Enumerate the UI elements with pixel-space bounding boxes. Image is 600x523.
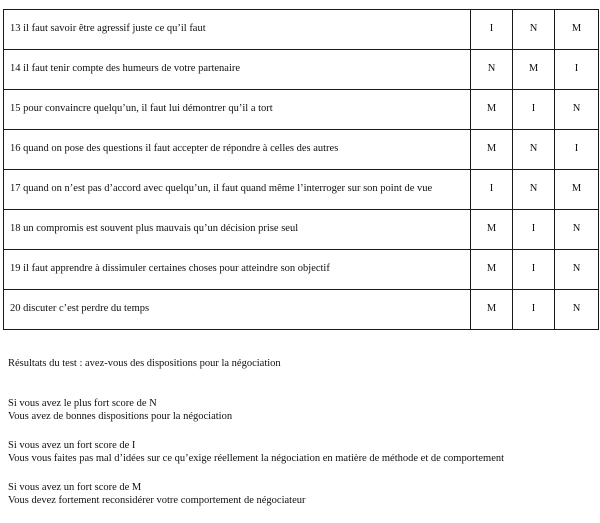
answer-option-1: M bbox=[471, 250, 513, 290]
answer-option-1: N bbox=[471, 50, 513, 90]
answer-option-1: M bbox=[471, 290, 513, 330]
answer-option-3: M bbox=[555, 10, 599, 50]
question-statement: 20 discuter c’est perdre du temps bbox=[4, 290, 471, 330]
answer-option-2: I bbox=[513, 250, 555, 290]
question-row bbox=[4, 210, 599, 250]
question-row bbox=[4, 90, 599, 130]
answer-option-3: I bbox=[555, 50, 599, 90]
result-block-i bbox=[8, 439, 593, 466]
answer-option-2: N bbox=[513, 130, 555, 170]
answer-option-1: I bbox=[471, 170, 513, 210]
questionnaire-table bbox=[3, 9, 599, 330]
answer-option-3: N bbox=[555, 90, 599, 130]
question-statement: 13 il faut savoir être agressif juste ce qu’il faut bbox=[4, 10, 471, 50]
answer-option-3: I bbox=[555, 130, 599, 170]
question-statement: 14 il faut tenir compte des humeurs de votre partenaire bbox=[4, 50, 471, 90]
question-statement: 16 quand on pose des questions il faut accepter de répondre à celles des autres bbox=[4, 130, 471, 170]
question-statement: 18 un compromis est souvent plus mauvais qu’un décision prise seul bbox=[4, 210, 471, 250]
result-block-m bbox=[8, 481, 593, 508]
result-condition: Si vous avez un fort score de M bbox=[8, 481, 142, 493]
question-row bbox=[4, 10, 599, 50]
question-row bbox=[4, 170, 599, 210]
answer-option-2: I bbox=[513, 290, 555, 330]
result-conclusion: Vous devez fortement reconsidérer votre comportement de négociateur bbox=[8, 495, 306, 506]
answer-option-2: I bbox=[513, 90, 555, 130]
answer-option-2: M bbox=[513, 50, 555, 90]
question-row bbox=[4, 250, 599, 290]
question-row bbox=[4, 50, 599, 90]
answer-option-1: M bbox=[471, 130, 513, 170]
answer-option-3: N bbox=[555, 210, 599, 250]
answer-option-2: N bbox=[513, 10, 555, 50]
question-statement: 15 pour convaincre quelqu’un, il faut lui démontrer qu’il a tort bbox=[4, 90, 471, 130]
answer-option-3: N bbox=[555, 250, 599, 290]
result-conclusion: Vous avez de bonnes dispositions pour la négociation bbox=[8, 411, 233, 422]
question-row bbox=[4, 130, 599, 170]
question-row bbox=[4, 290, 599, 330]
answer-option-2: N bbox=[513, 170, 555, 210]
question-statement: 17 quand on n’est pas d’accord avec quelqu’un, il faut quand même l’interroger sur son point de vue bbox=[4, 170, 471, 210]
result-condition: Si vous avez le plus fort score de N bbox=[8, 397, 157, 409]
result-condition: Si vous avez un fort score de I bbox=[8, 439, 136, 451]
question-statement: 19 il faut apprendre à dissimuler certaines choses pour atteindre son objectif bbox=[4, 250, 471, 290]
results-heading: Résultats du test : avez-vous des dispositions pour la négociation bbox=[8, 358, 281, 369]
answer-option-2: I bbox=[513, 210, 555, 250]
answer-option-3: N bbox=[555, 290, 599, 330]
result-conclusion: Vous vous faites pas mal d’idées sur ce qu’exige réellement la négociation en matière de méthode et de comportement bbox=[8, 453, 505, 464]
answer-option-1: M bbox=[471, 210, 513, 250]
answer-option-1: M bbox=[471, 90, 513, 130]
answer-option-1: I bbox=[471, 10, 513, 50]
answer-option-3: M bbox=[555, 170, 599, 210]
result-block-n bbox=[8, 397, 593, 424]
results-section bbox=[8, 357, 593, 523]
